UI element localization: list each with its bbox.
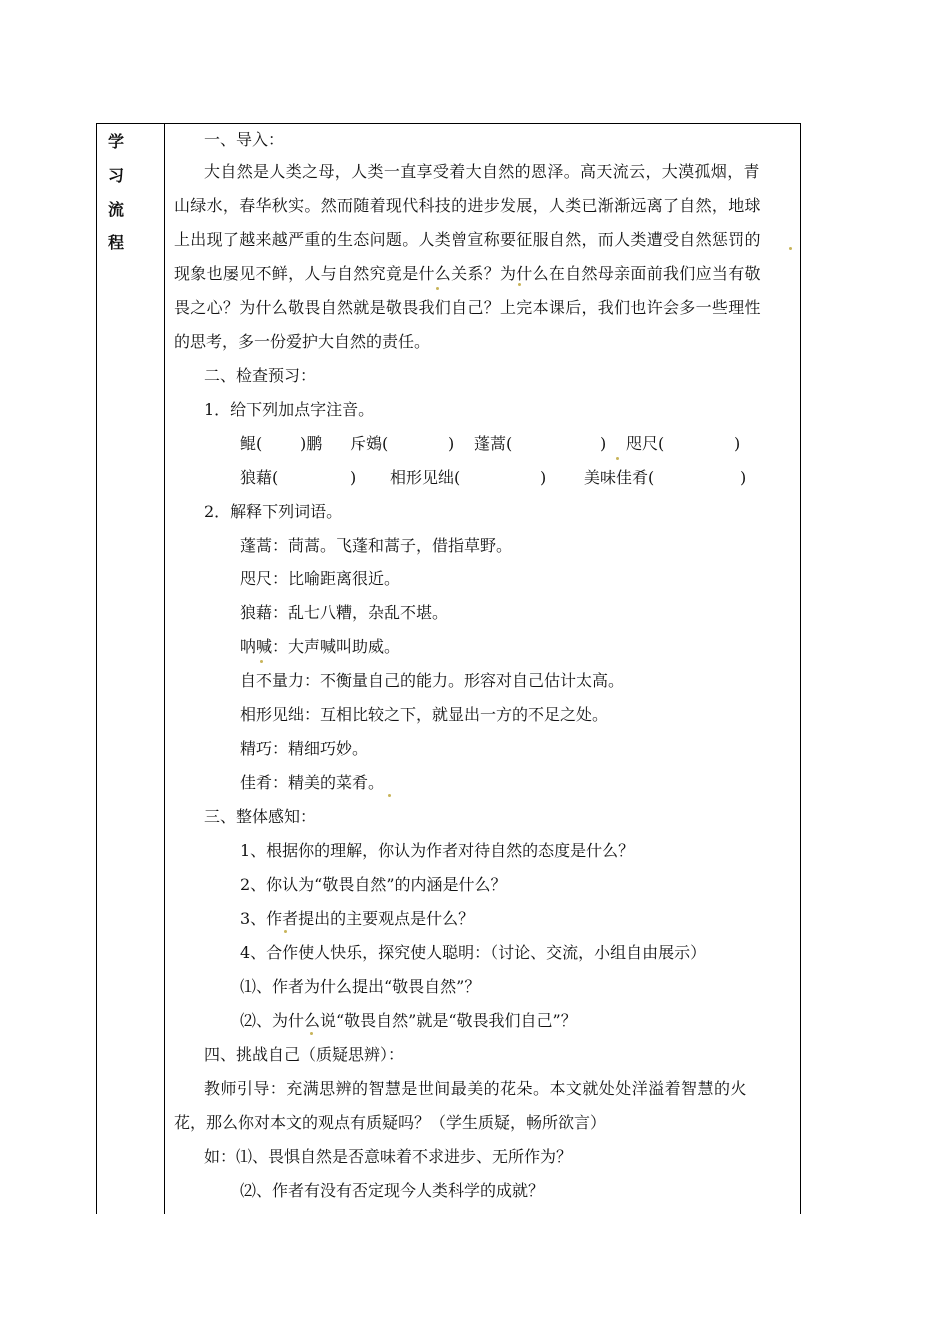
pinyin-item: )	[350, 468, 357, 487]
section-4-paragraph-line: 花，那么你对本文的观点有质疑吗？（学生质疑，畅所欲言）	[174, 1113, 607, 1132]
emphasis-dot	[616, 457, 619, 460]
emphasis-dot	[388, 794, 391, 797]
pinyin-item: 相形见绌(	[390, 468, 461, 487]
vocab-item: 咫尺：比喻距离很近。	[240, 569, 401, 588]
intro-paragraph-line: 畏之心？为什么敬畏自然就是敬畏我们自己？上完本课后，我们也许会多一些理性	[174, 298, 761, 317]
pinyin-item: )	[740, 468, 747, 487]
intro-paragraph-line: 大自然是人类之母，人类一直享受着大自然的恩泽。高天流云，大漠孤烟，青	[204, 162, 760, 181]
pinyin-item: 鲲(	[240, 434, 263, 453]
section-3-item: 3、作者提出的主要观点是什么？	[240, 909, 475, 928]
pinyin-item: 狼藉(	[240, 468, 279, 487]
section-4-title: 四、挑战自己（质疑思辨）：	[204, 1045, 405, 1064]
side-label-char: 流	[107, 200, 124, 219]
table-top-border	[96, 123, 801, 124]
section-3-item: 2、你认为“敬畏自然”的内涵是什么？	[240, 875, 507, 894]
emphasis-dot	[310, 1032, 313, 1035]
column-divider	[164, 123, 165, 1214]
section-3-item: ⑵、为什么说“敬畏自然”就是“敬畏我们自己”？	[240, 1011, 577, 1030]
section-4-example: 如：⑴、畏惧自然是否意味着不求进步、无所作为？	[204, 1147, 573, 1166]
intro-paragraph-line: 的思考，多一份爱护大自然的责任。	[174, 332, 431, 351]
emphasis-dot	[436, 287, 439, 290]
side-label-char: 学	[107, 132, 124, 151]
emphasis-dot	[260, 660, 263, 663]
question-2-title: 2．解释下列词语。	[204, 502, 343, 521]
section-4-paragraph-line: 教师引导：充满思辨的智慧是世间最美的花朵。本文就处处洋溢着智慧的火	[204, 1079, 747, 1098]
section-3-item: 4、合作使人快乐，探究使人聪明：（讨论、交流，小组自由展示）	[240, 943, 707, 962]
question-1-title: 1．给下列加点字注音。	[204, 400, 375, 419]
intro-paragraph-line: 山绿水，春华秋实。然而随着现代科技的进步发展，人类已渐渐远离了自然，地球	[174, 196, 761, 215]
section-2-title: 二、检查预习：	[204, 366, 317, 385]
emphasis-dot	[789, 247, 792, 250]
side-label-char: 习	[107, 166, 124, 185]
section-4-example: ⑵、作者有没有否定现今人类科学的成就？	[240, 1181, 545, 1200]
table-right-border	[800, 123, 801, 1214]
emphasis-dot	[518, 283, 521, 286]
vocab-item: 佳肴：精美的菜肴。	[240, 773, 385, 792]
vocab-item: 相形见绌：互相比较之下，就显出一方的不足之处。	[240, 705, 609, 724]
pinyin-item: )	[540, 468, 547, 487]
vocab-item: 呐喊：大声喊叫助威。	[240, 637, 401, 656]
pinyin-item: )	[448, 434, 455, 453]
section-3-title: 三、整体感知：	[204, 807, 317, 826]
side-label-char: 程	[107, 233, 124, 252]
section-3-item: ⑴、作者为什么提出“敬畏自然”？	[240, 977, 481, 996]
intro-paragraph-line: 现象也屡见不鲜，人与自然究竟是什么关系？为什么在自然母亲面前我们应当有敬	[174, 264, 761, 283]
section-3-item: 1、根据你的理解，你认为作者对待自然的态度是什么？	[240, 841, 635, 860]
document-table	[96, 123, 801, 1214]
vocab-item: 狼藉：乱七八糟，杂乱不堪。	[240, 603, 449, 622]
pinyin-item: 蓬蒿(	[474, 434, 513, 453]
pinyin-item: 咫尺(	[626, 434, 665, 453]
pinyin-item: 美味佳肴(	[584, 468, 655, 487]
table-left-border	[96, 123, 97, 1214]
vocab-item: 自不量力：不衡量自己的能力。形容对自己估计太高。	[240, 671, 625, 690]
vocab-item: 精巧：精细巧妙。	[240, 739, 369, 758]
vocab-item: 蓬蒿：茼蒿。飞蓬和蒿子，借指草野。	[240, 536, 513, 555]
pinyin-item: 斥鴳(	[350, 434, 389, 453]
emphasis-dot	[284, 930, 287, 933]
pinyin-item: )鹏	[300, 434, 323, 453]
pinyin-item: )	[600, 434, 607, 453]
section-1-title: 一、导入：	[204, 130, 285, 149]
pinyin-item: )	[734, 434, 741, 453]
intro-paragraph-line: 上出现了越来越严重的生态问题。人类曾宣称要征服自然，而人类遭受自然惩罚的	[174, 230, 761, 249]
